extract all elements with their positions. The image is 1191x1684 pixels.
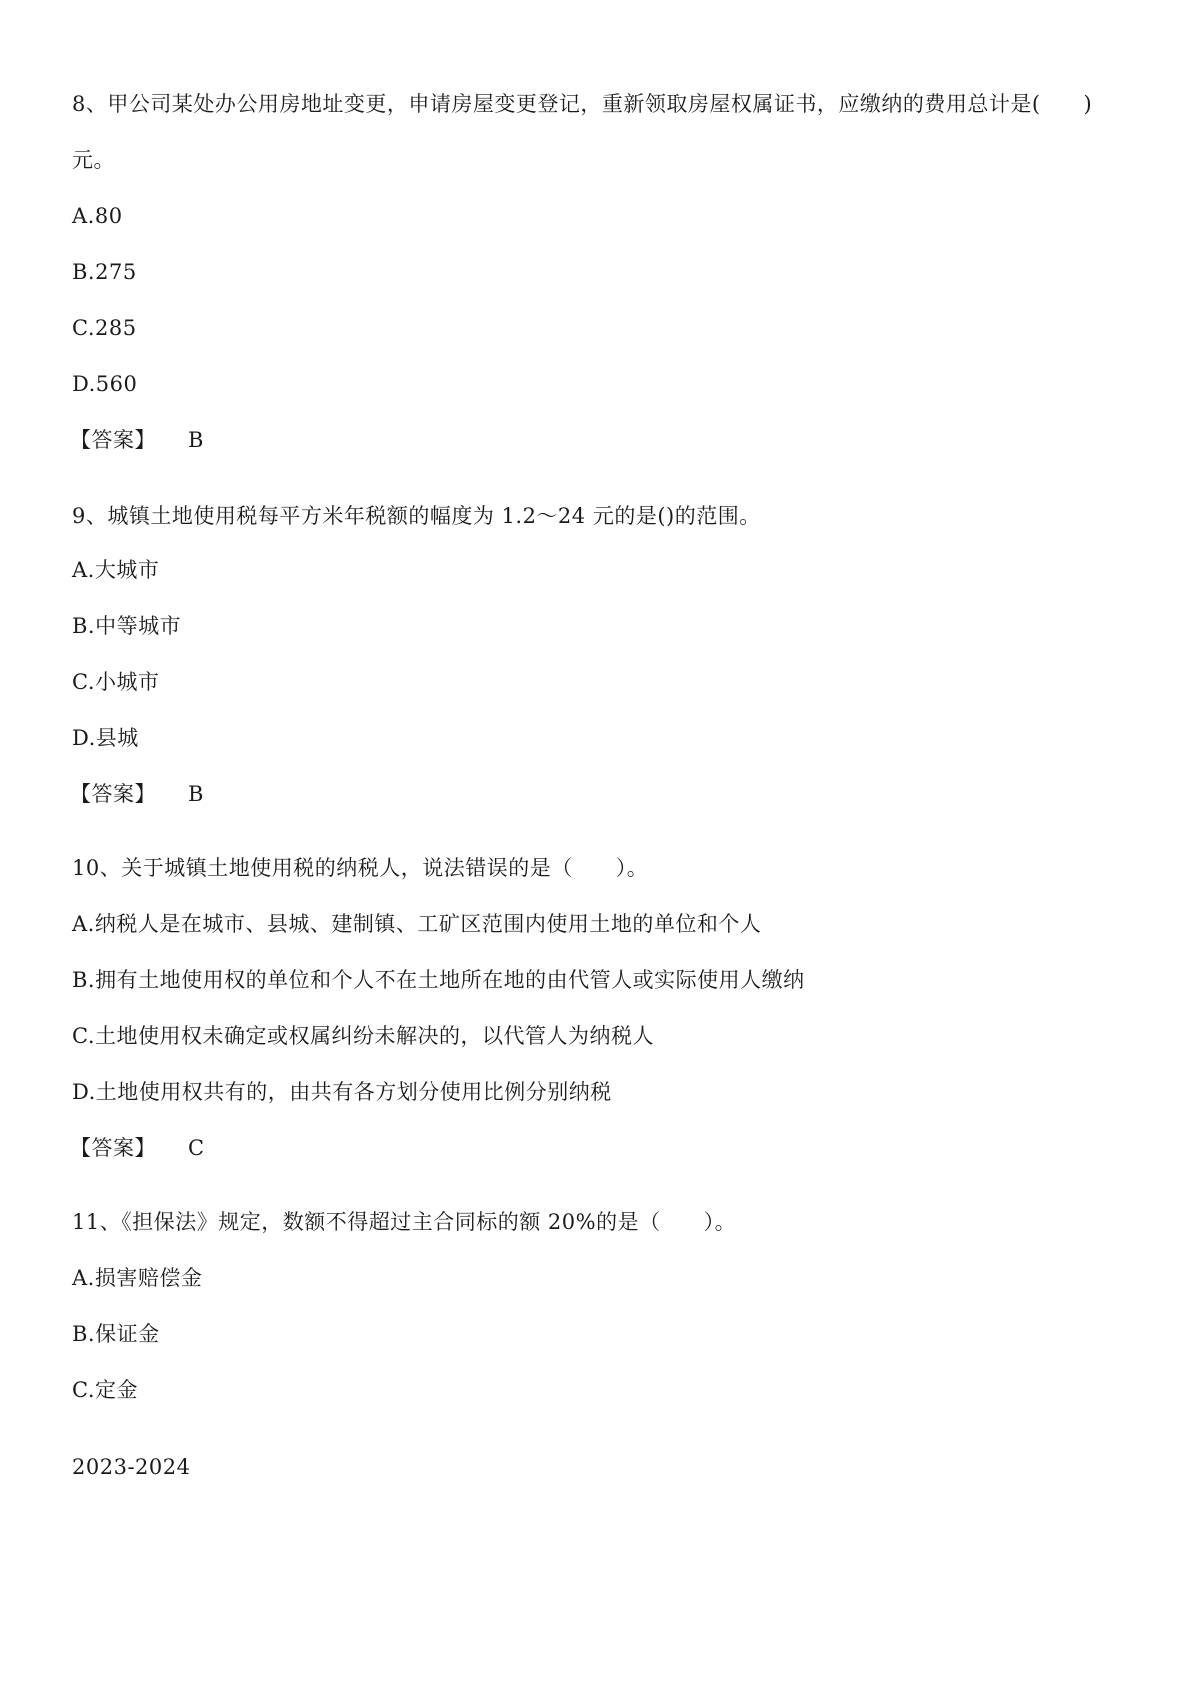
question-8-answer	[70, 426, 204, 454]
question-10-option-c: C.土地使用权未确定或权属纠纷未解决的，以代管人为纳税人	[72, 1024, 654, 1048]
question-11-option-c: C.定金	[72, 1378, 138, 1402]
answer-label: 【答案】	[70, 428, 156, 452]
question-8-option-a: A.80	[72, 204, 123, 228]
answer-label: 【答案】	[70, 782, 156, 806]
question-9-option-a: A.大城市	[72, 558, 160, 582]
question-10-option-b: B.拥有土地使用权的单位和个人不在土地所在地的由代管人或实际使用人缴纳	[72, 968, 805, 992]
answer-value: C	[188, 1136, 205, 1160]
question-10-answer	[70, 1134, 205, 1162]
question-10-stem: 10、关于城镇土地使用税的纳税人，说法错误的是（ ）。	[72, 856, 649, 880]
answer-value: B	[188, 428, 204, 452]
question-10-option-a: A.纳税人是在城市、县城、建制镇、工矿区范围内使用土地的单位和个人	[72, 912, 762, 936]
answer-value: B	[188, 782, 204, 806]
question-9-option-b: B.中等城市	[72, 614, 182, 638]
question-8-option-d: D.560	[72, 372, 138, 396]
answer-label: 【答案】	[70, 1136, 156, 1160]
question-11-option-a: A.损害赔偿金	[72, 1266, 203, 1290]
question-11-stem: 11、《担保法》规定，数额不得超过主合同标的额 20%的是（ ）。	[72, 1210, 737, 1234]
question-8-stem-continued: 元。	[72, 148, 115, 172]
question-8-option-c: C.285	[72, 316, 137, 340]
question-11-option-b: B.保证金	[72, 1322, 160, 1346]
question-10-option-d: D.土地使用权共有的，由共有各方划分使用比例分别纳税	[72, 1080, 612, 1104]
footer-year-range: 2023-2024	[72, 1455, 191, 1479]
question-9-stem: 9、城镇土地使用税每平方米年税额的幅度为 1.2～24 元的是()的范围。	[72, 504, 761, 528]
question-9-answer	[70, 780, 204, 808]
question-8-stem: 8、甲公司某处办公用房地址变更，申请房屋变更登记，重新领取房屋权属证书，应缴纳的费用总计是( )	[72, 92, 1093, 116]
question-9-option-c: C.小城市	[72, 670, 160, 694]
question-9-option-d: D.县城	[72, 726, 139, 750]
question-8-option-b: B.275	[72, 260, 137, 284]
